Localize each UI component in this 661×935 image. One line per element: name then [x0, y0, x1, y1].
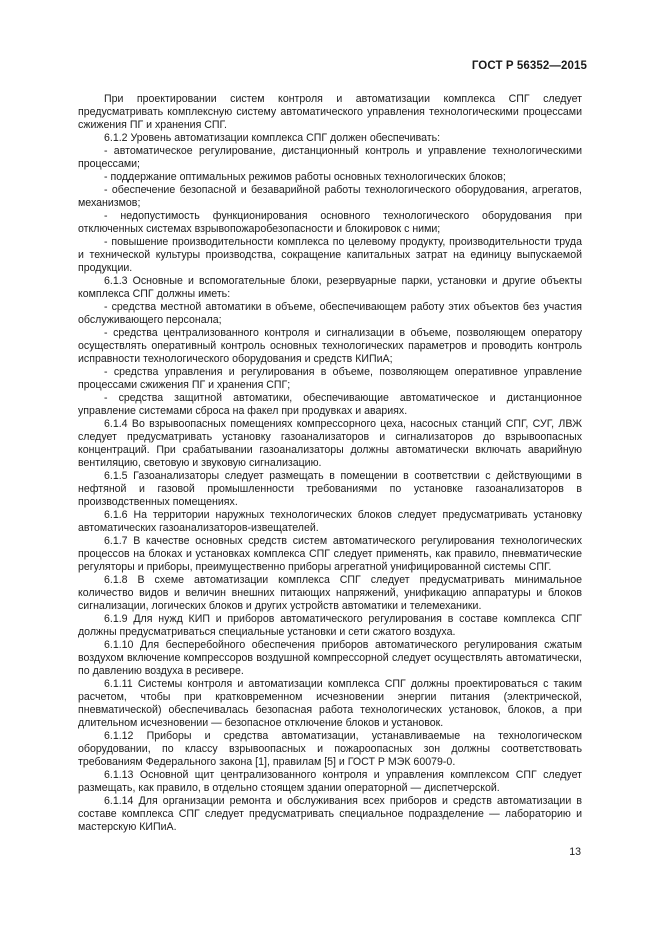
list-item: - поддержание оптимальных режимов работы основных технологических блоков;: [104, 171, 506, 183]
list-item: - средства местной автоматики в объеме, обеспечивающем работу этих объектов без участия обслуживающего персонала;: [78, 301, 582, 326]
paragraph: 6.1.11 Системы контроля и автоматизации комплекса СПГ должны проектироваться с таким расчетом, чтобы при кратковременном исчезновении энергии питания (электрической, пневматической) обеспечивалась безопасная работа технологических установок, блоков, а при длительном исчезновении — безопасное отключение блоков и установок.: [78, 678, 582, 729]
paragraph: 6.1.10 Для бесперебойного обеспечения приборов автоматического регулирования сжатым воздухом включение компрессоров воздушной компрессорной следует осуществлять автоматически, по давлению воздуха в ресивере.: [78, 639, 582, 677]
list-item: - автоматическое регулирование, дистанционный контроль и управление технологическими процессами;: [78, 145, 582, 170]
paragraph: 6.1.2 Уровень автоматизации комплекса СПГ должен обеспечивать:: [104, 132, 441, 144]
paragraph: 6.1.5 Газоанализаторы следует размещать в помещении в соответствии с действующими в нефтяной и газовой промышленности требованиями по установке газоанализаторов в производственных помещениях.: [78, 470, 582, 508]
paragraph: 6.1.14 Для организации ремонта и обслуживания всех приборов и средств автоматизации в составе комплекса СПГ следует предусматривать специальное подразделение — лабораторию и мастерскую КИПиА.: [78, 795, 582, 833]
list-item: - обеспечение безопасной и безаварийной работы технологического оборудования, агрегатов, механизмов;: [78, 184, 582, 209]
paragraph: 6.1.8 В схеме автоматизации комплекса СПГ следует предусматривать минимальное количество видов и величин внешних питающих напряжений, унификацию аппаратуры и блоков сигнализации, логических блоков и других устройств автоматики и телемеханики.: [78, 574, 582, 612]
list-item: - повышение производительности комплекса по целевому продукту, производительности труда и технической культуры производства, сокращение капитальных затрат на единицу выпускаемой продукции.: [78, 236, 582, 274]
document-body: [78, 93, 582, 834]
paragraph: 6.1.7 В качестве основных средств систем автоматического регулирования технологических процессов на блоках и установках комплекса СПГ следует применять, как правило, пневматические регуляторы и приборы, преимущественно приборы агрегатной унифицированной системы СПГ.: [78, 535, 582, 573]
list-item: - средства централизованного контроля и сигнализации в объеме, позволяющем оператору осуществлять оперативный контроль основных технологических параметров и проводить контроль исправности технологического оборудования и средств КИПиА;: [78, 327, 582, 365]
paragraph: 6.1.6 На территории наружных технологических блоков следует предусматривать установку автоматических газоанализаторов-извещателей.: [78, 509, 582, 534]
paragraph: 6.1.9 Для нужд КИП и приборов автоматического регулирования в составе комплекса СПГ должны предусматриваться специальные установки и сети сжатого воздуха.: [78, 613, 582, 638]
paragraph: 6.1.13 Основной щит централизованного контроля и управления комплексом СПГ следует размещать, как правило, в отдельно стоящем здании операторной — диспетчерской.: [78, 769, 582, 794]
list-item: - средства защитной автоматики, обеспечивающие автоматическое и дистанционное управление системами сброса на факел при продувках и авариях.: [78, 392, 582, 417]
paragraph: 6.1.12 Приборы и средства автоматизации, устанавливаемые на технологическом оборудовании, по классу взрывоопасных и пожароопасных зон должны соответствовать требованиям Федерального закона [1], правилам [5] и ГОСТ Р МЭК 60079-0.: [78, 730, 582, 768]
paragraph: 6.1.4 Во взрывоопасных помещениях компрессорного цеха, насосных станций СПГ, СУГ, ЛВЖ следует предусматривать установку газоанализаторов и сигнализаторов до взрывоопасных концентраций. При срабатывании газоанализаторы должны автоматически включать аварийную вентиляцию, световую и звуковую сигнализацию.: [78, 418, 582, 469]
paragraph: При проектировании систем контроля и автоматизации комплекса СПГ следует предусматривать комплексную систему автоматического управления технологическими процессами сжижения ПГ и хранения СПГ.: [78, 93, 582, 131]
page-number: 13: [569, 846, 581, 858]
list-item: - средства управления и регулирования в объеме, позволяющем оперативное управление процессами сжижения ПГ и хранения СПГ;: [78, 366, 582, 391]
paragraph: 6.1.3 Основные и вспомогательные блоки, резервуарные парки, установки и другие объекты комплекса СПГ должны иметь:: [78, 275, 582, 300]
standard-header: ГОСТ Р 56352—2015: [471, 60, 587, 72]
list-item: - недопустимость функционирования основного технологического оборудования при отключенных системах взрывопожаробезопасности и блокировок с ними;: [78, 210, 582, 235]
